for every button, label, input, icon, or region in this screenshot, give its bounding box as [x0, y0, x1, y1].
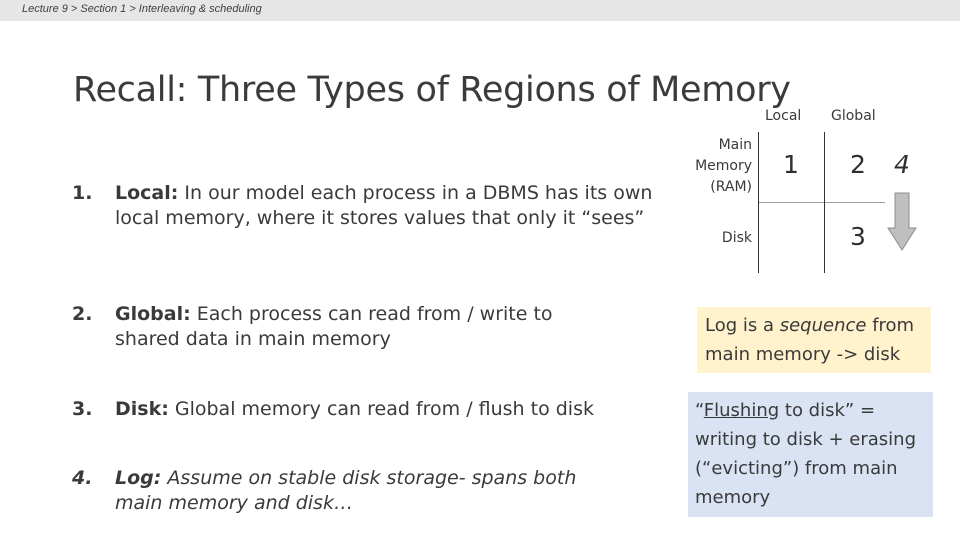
row-label-main-memory: Main Memory (RAM) — [695, 137, 752, 195]
note-flush-keyword: Flushing — [703, 400, 780, 421]
breadcrumb: Lecture 9 > Section 1 > Interleaving & scheduling — [22, 3, 262, 15]
item-label: Log: — [115, 467, 162, 489]
item-number: 2. — [72, 303, 93, 325]
item-text: Each process can read from / write to shared data in main memory — [115, 303, 553, 350]
item-number: 1. — [72, 182, 93, 204]
item-label: Global: — [115, 303, 191, 325]
item-text: Assume on stable disk storage- spans both main memory and disk… — [115, 467, 577, 514]
item-body — [115, 397, 675, 422]
cell-local-memory: 1 — [783, 150, 799, 179]
item-label: Local: — [115, 182, 179, 204]
header-bar — [0, 0, 960, 21]
row-label-disk: Disk — [721, 230, 752, 246]
note-flush-open-quote: “ — [695, 400, 704, 421]
item-body — [115, 466, 625, 516]
note-log-emphasis: sequence — [779, 315, 867, 336]
down-arrow-icon — [887, 192, 917, 252]
column-label-local: Local — [765, 108, 802, 124]
item-body — [115, 181, 660, 231]
item-number: 3. — [72, 398, 93, 420]
page-title: Recall: Three Types of Regions of Memory — [73, 70, 791, 110]
note-log-suffix: from main memory -> disk — [705, 315, 915, 365]
cell-global-memory: 2 — [850, 150, 866, 179]
item-text: Global memory can read from / flush to disk — [174, 398, 594, 420]
column-label-global: Global — [831, 108, 876, 124]
cell-disk: 3 — [850, 222, 866, 251]
note-flush-rest: to disk” = writing to disk + erasing (“evicting”) from main memory — [695, 400, 917, 508]
cell-log: 4 — [894, 150, 910, 179]
note-log-prefix: Log is a — [705, 315, 780, 336]
divider-memory-disk-global — [825, 202, 885, 203]
item-text: In our model each process in a DBMS has its own local memory, where it stores values that only it “sees” — [115, 182, 653, 229]
item-body — [115, 302, 615, 352]
note-flushing — [688, 392, 933, 517]
divider-memory-disk — [759, 202, 824, 203]
note-log — [697, 307, 931, 373]
item-label: Disk: — [115, 398, 169, 420]
item-number: 4. — [72, 467, 93, 489]
